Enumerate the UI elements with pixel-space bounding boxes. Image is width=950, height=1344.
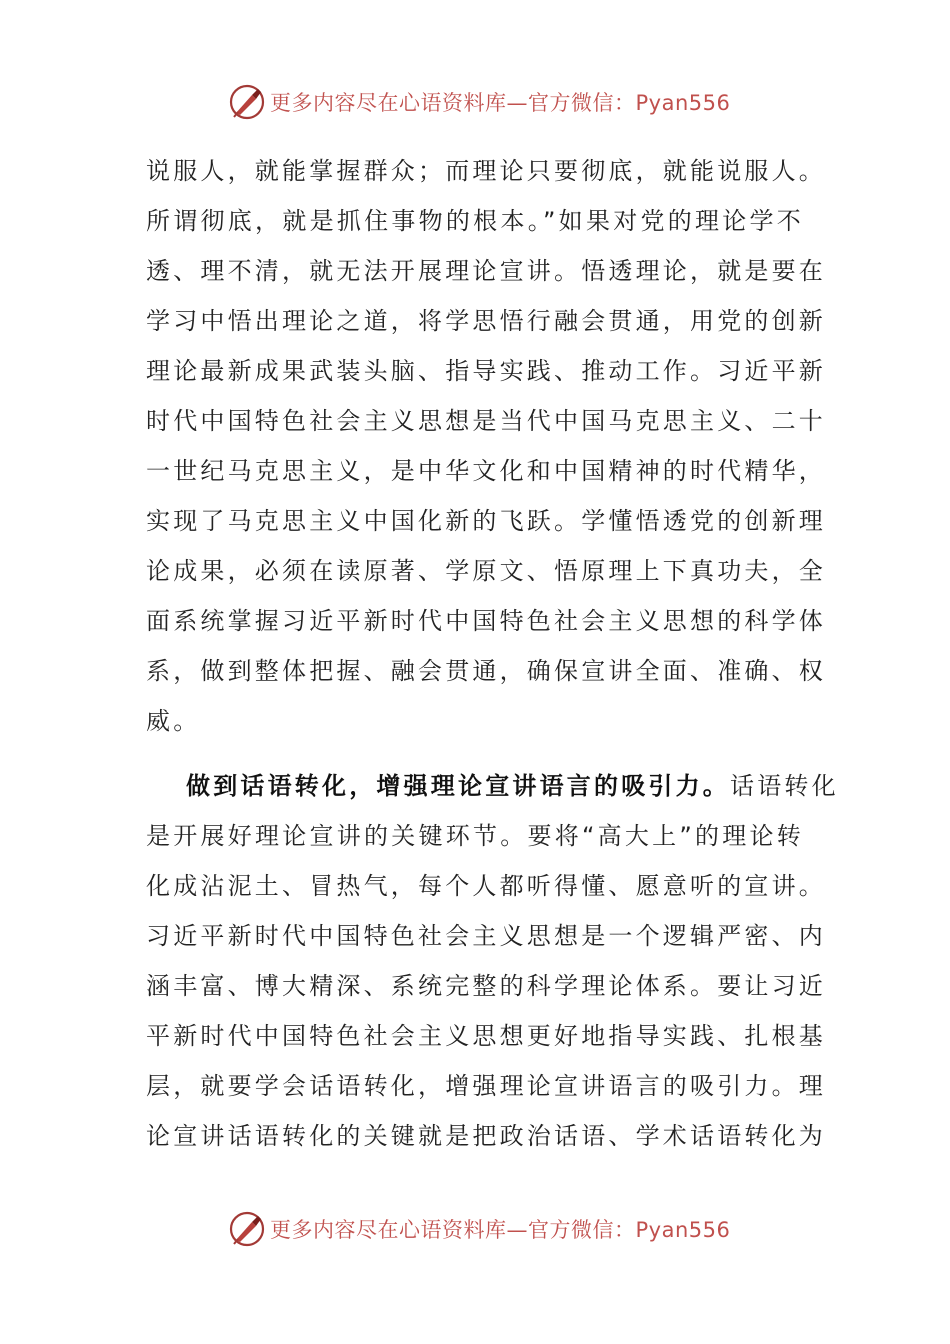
text-line: 透、理不清，就无法开展理论宣讲。悟透理论，就是要在 (146, 257, 826, 285)
paragraph-heading-line (146, 761, 839, 811)
text-line: 学习中悟出理论之道，将学思悟行融会贯通，用党的创新 (146, 307, 826, 335)
footer-watermark (228, 1209, 730, 1249)
text-line: 一世纪马克思主义，是中华文化和中国精神的时代精华， (146, 457, 826, 485)
header-watermark (228, 82, 730, 122)
watermark-text: 更多内容尽在心语资料库—官方微信：Pyan556 (270, 91, 731, 115)
text-line: 威。 (146, 707, 201, 735)
text-line: 所谓彻底，就是抓住事物的根本。”如果对党的理论学不 (146, 207, 804, 235)
text-line: 涵丰富、博大精深、系统完整的科学理论体系。要让习近 (146, 972, 826, 1000)
text-line: 理论最新成果武装头脑、指导实践、推动工作。习近平新 (146, 357, 826, 385)
text-line: 说服人，就能掌握群众；而理论只要彻底，就能说服人。 (146, 157, 826, 185)
pen-nib-circle-icon (228, 1210, 266, 1248)
text-line: 时代中国特色社会主义思想是当代中国马克思主义、二十 (146, 407, 826, 435)
text-line: 化成沾泥土、冒热气，每个人都听得懂、愿意听的宣讲。 (146, 872, 826, 900)
document-body (146, 146, 839, 1161)
watermark-text: 更多内容尽在心语资料库—官方微信：Pyan556 (270, 1218, 731, 1242)
text-line: 层，就要学会话语转化，增强理论宣讲语言的吸引力。理 (146, 1072, 826, 1100)
text-line: 习近平新时代中国特色社会主义思想是一个逻辑严密、内 (146, 922, 826, 950)
text-line: 平新时代中国特色社会主义思想更好地指导实践、扎根基 (146, 1022, 826, 1050)
paragraph-heading: 做到话语转化，增强理论宣讲语言的吸引力。 (186, 772, 730, 800)
text-line: 面系统掌握习近平新时代中国特色社会主义思想的科学体 (146, 607, 826, 635)
text-line: 论宣讲话语转化的关键就是把政治话语、学术话语转化为 (146, 1122, 826, 1150)
pen-nib-circle-icon (228, 83, 266, 121)
heading-line-rest: 话语转化 (730, 772, 839, 800)
paragraph-gap (146, 746, 804, 761)
text-line: 实现了马克思主义中国化新的飞跃。学懂悟透党的创新理 (146, 507, 826, 535)
text-line: 系，做到整体把握、融会贯通，确保宣讲全面、准确、权 (146, 657, 826, 685)
text-line: 是开展好理论宣讲的关键环节。要将“高大上”的理论转 (146, 822, 804, 850)
text-line: 论成果，必须在读原著、学原文、悟原理上下真功夫，全 (146, 557, 826, 585)
